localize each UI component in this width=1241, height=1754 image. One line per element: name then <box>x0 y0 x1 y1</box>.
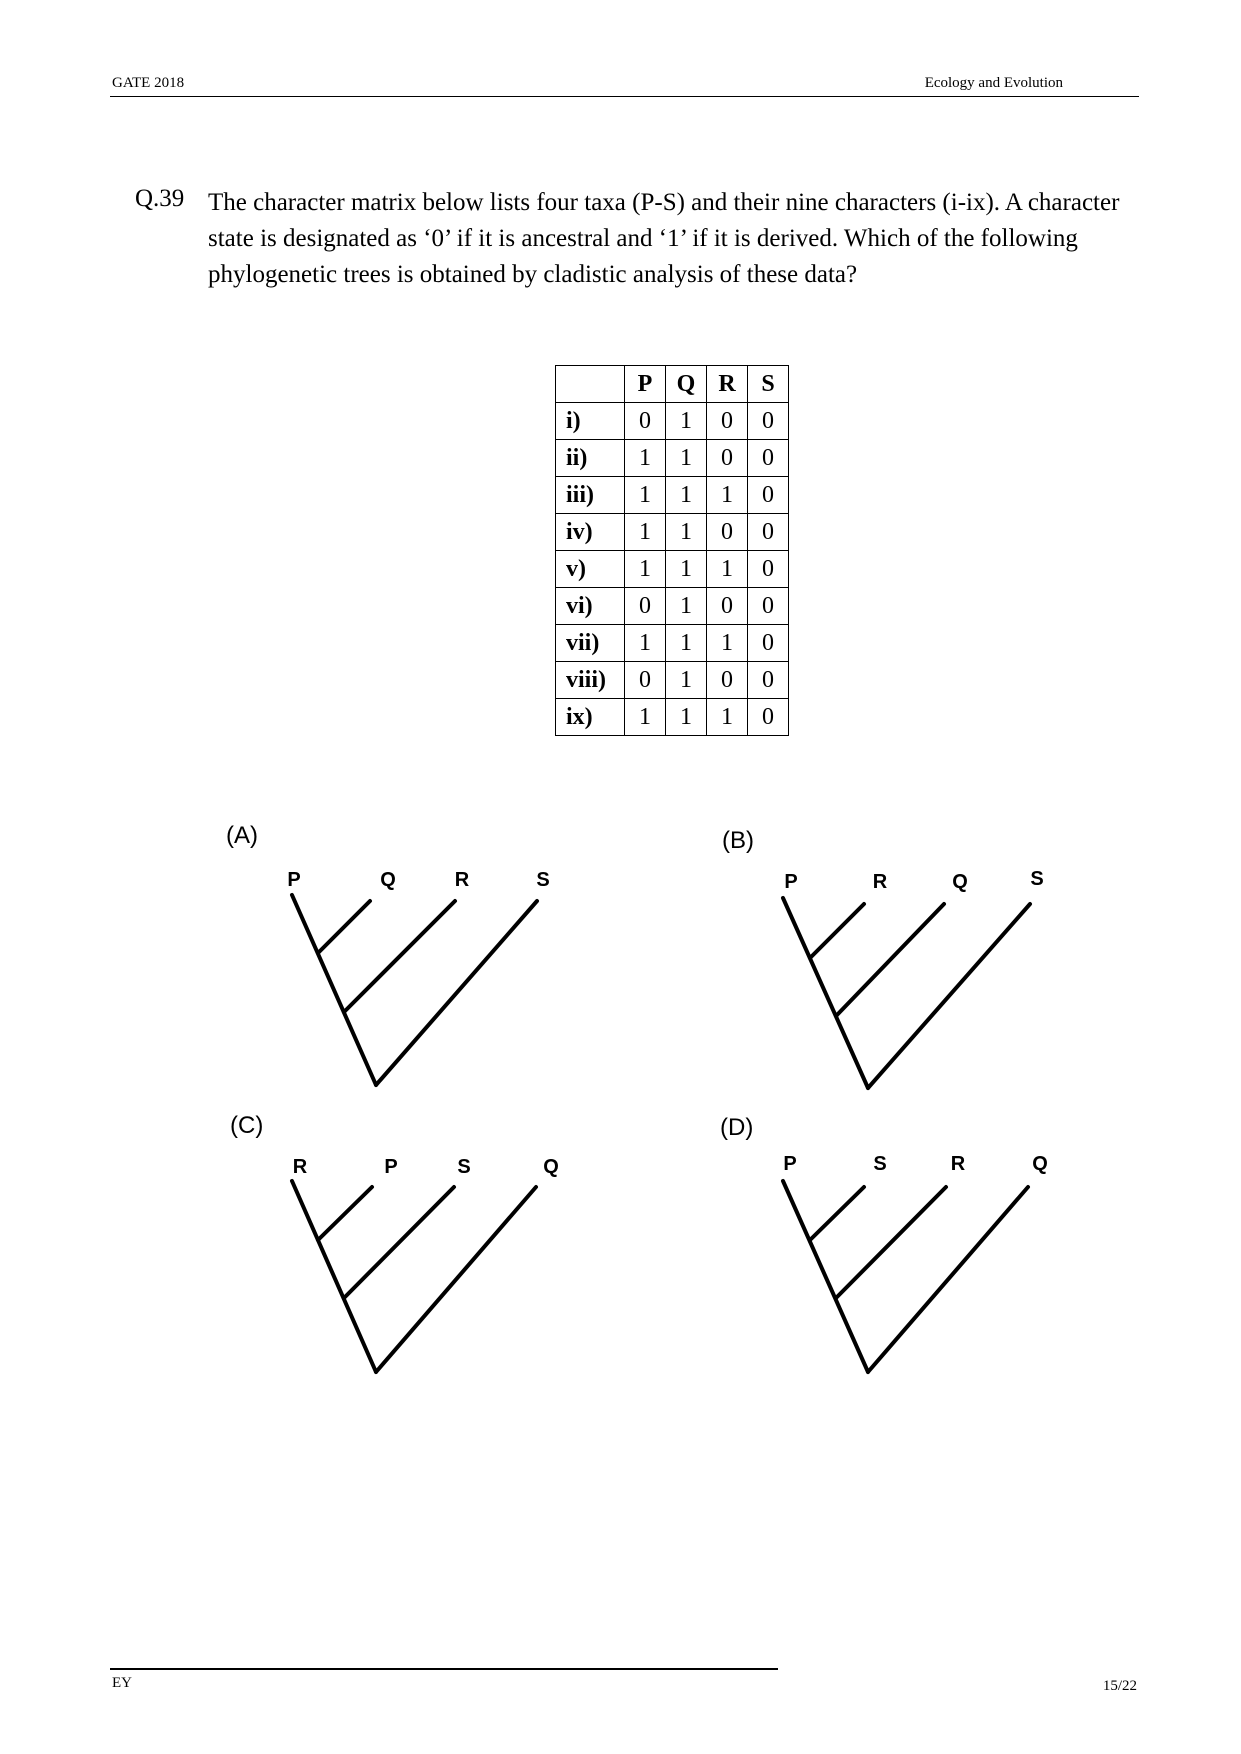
taxon-label: Q <box>952 871 968 893</box>
matrix-row-label: iv) <box>556 514 625 551</box>
taxon-label: R <box>950 1153 966 1175</box>
matrix-cell: 1 <box>666 440 707 477</box>
matrix-cell: 0 <box>748 514 789 551</box>
option-a-label: (A) <box>226 822 258 849</box>
matrix-row-label: vi) <box>556 588 625 625</box>
matrix-cell: 1 <box>625 514 666 551</box>
matrix-cell: 0 <box>707 662 748 699</box>
matrix-cell: 1 <box>666 625 707 662</box>
matrix-row-label: iii) <box>556 477 625 514</box>
matrix-cell: 0 <box>625 662 666 699</box>
matrix-cell: 0 <box>748 699 789 736</box>
matrix-cell: 1 <box>625 477 666 514</box>
matrix-cell: 1 <box>707 477 748 514</box>
matrix-cell: 0 <box>707 440 748 477</box>
taxon-label: P <box>287 869 301 891</box>
footer-rule <box>110 1668 778 1670</box>
matrix-cell: 0 <box>707 588 748 625</box>
matrix-column-header: Q <box>666 366 707 403</box>
matrix-cell: 0 <box>748 625 789 662</box>
tree-branch <box>868 1187 1028 1372</box>
matrix-column-header: S <box>748 366 789 403</box>
matrix-row-label: ix) <box>556 699 625 736</box>
matrix-row-label: i) <box>556 403 625 440</box>
question-number: Q.39 <box>135 185 185 212</box>
taxon-label: P <box>783 1153 797 1175</box>
matrix-cell: 1 <box>666 477 707 514</box>
taxon-label: S <box>457 1156 471 1178</box>
header-exam-title: GATE 2018 <box>112 75 185 91</box>
matrix-cell: 0 <box>625 588 666 625</box>
matrix-row-label: viii) <box>556 662 625 699</box>
matrix-row-label: ii) <box>556 440 625 477</box>
matrix-cell: 0 <box>748 403 789 440</box>
matrix-cell: 1 <box>625 625 666 662</box>
question-text: The character matrix below lists four taxa (P-S) and their nine characters (i-ix). A character state is designated as ‘0’ if it is ancestral and ‘1’ if it is derived. Which of the following phylogenetic trees is obtained by cladistic analysis of these data? <box>208 189 1120 288</box>
tree-branch <box>810 1187 864 1240</box>
taxon-label: R <box>454 869 470 891</box>
matrix-cell: 1 <box>625 440 666 477</box>
taxon-label: Q <box>1032 1153 1048 1175</box>
option-c-label: (C) <box>230 1112 264 1139</box>
taxon-label: P <box>784 871 798 893</box>
option-d-label: (D) <box>720 1114 754 1141</box>
matrix-cell: 0 <box>707 403 748 440</box>
tree-branch <box>836 1187 946 1298</box>
taxon-label: P <box>384 1156 398 1178</box>
matrix-cell: 0 <box>748 477 789 514</box>
matrix-cell: 1 <box>625 699 666 736</box>
header-subject: Ecology and Evolution <box>924 75 1063 91</box>
matrix-cell: 1 <box>666 403 707 440</box>
option-b-label: (B) <box>722 827 754 854</box>
matrix-column-header: R <box>707 366 748 403</box>
matrix-cell: 1 <box>707 625 748 662</box>
matrix-cell: 0 <box>748 551 789 588</box>
taxon-label: R <box>872 871 888 893</box>
taxon-label: S <box>873 1153 887 1175</box>
matrix-cell: 1 <box>666 514 707 551</box>
matrix-row-label: vii) <box>556 625 625 662</box>
matrix-cell: 0 <box>748 662 789 699</box>
footer-page-number: 15/22 <box>1102 1678 1137 1694</box>
matrix-cell: 0 <box>748 588 789 625</box>
matrix-cell: 1 <box>707 699 748 736</box>
matrix-row-label: v) <box>556 551 625 588</box>
matrix-column-header: P <box>625 366 666 403</box>
matrix-cell: 0 <box>625 403 666 440</box>
taxon-label: R <box>292 1156 308 1178</box>
matrix-cell: 1 <box>625 551 666 588</box>
matrix-cell: 1 <box>666 588 707 625</box>
taxon-label: Q <box>380 869 396 891</box>
matrix-cell: 1 <box>707 551 748 588</box>
matrix-cell: 0 <box>707 514 748 551</box>
taxon-label: S <box>536 869 550 891</box>
matrix-cell: 0 <box>748 440 789 477</box>
matrix-cell: 1 <box>666 551 707 588</box>
matrix-cell: 1 <box>666 662 707 699</box>
taxon-label: S <box>1030 868 1044 890</box>
matrix-cell: 1 <box>666 699 707 736</box>
footer-paper-code: EY <box>112 1675 132 1691</box>
taxon-label: Q <box>543 1156 559 1178</box>
